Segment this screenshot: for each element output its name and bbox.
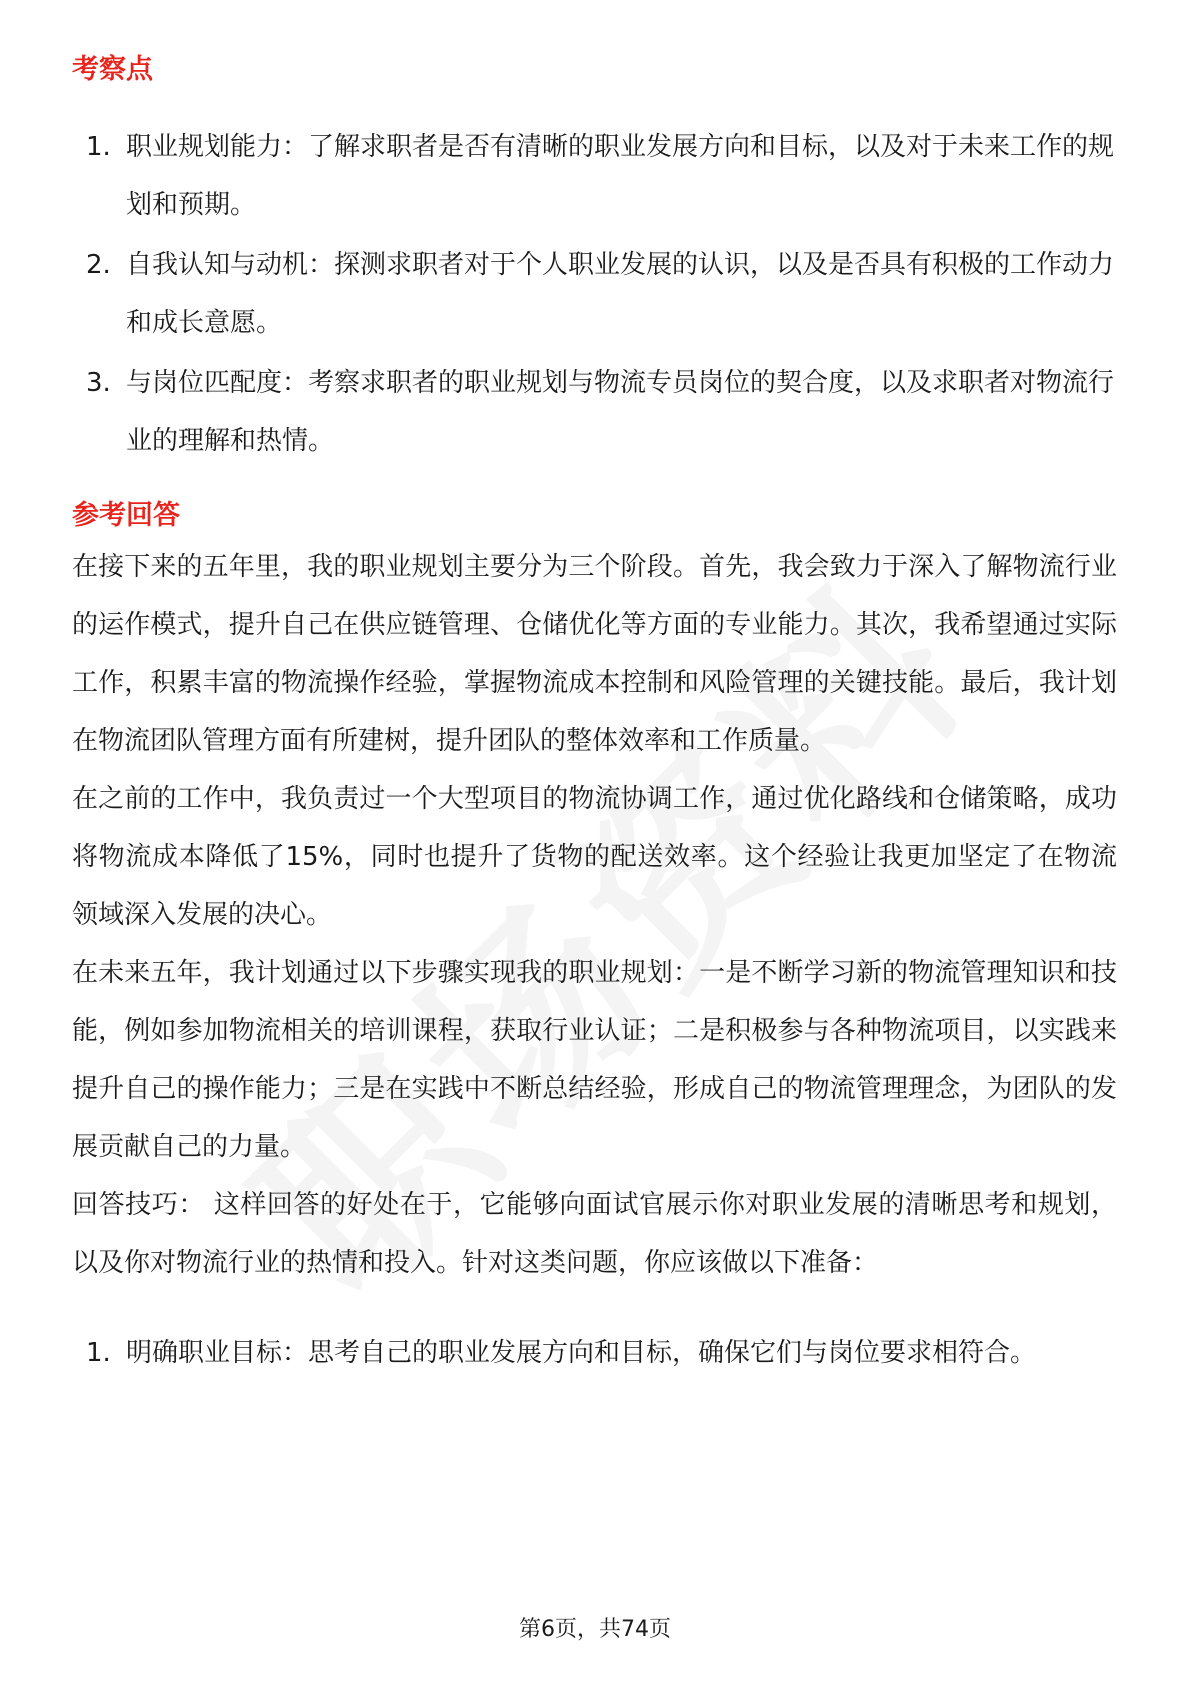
list-item-number: 1. xyxy=(86,1338,111,1368)
section-title-key-points: 考察点 xyxy=(72,54,153,85)
list-item xyxy=(72,1324,1122,1382)
list-item-text: 与岗位匹配度：考察求职者的职业规划与物流专员岗位的契合度，以及求职者对物流行业的理解和热情。 xyxy=(126,368,1115,456)
section-title-reference-answer: 参考回答 xyxy=(72,500,180,531)
document-page xyxy=(72,48,1122,1382)
answer-tips-paragraph: 回答技巧： 这样回答的好处在于，它能够向面试官展示你对职业发展的清晰思考和规划，以及你对物流行业的热情和投入。针对这类问题，你应该做以下准备： xyxy=(72,1190,1117,1278)
list-item-number: 2. xyxy=(86,250,111,280)
page-number-footer: 第6页，共74页 xyxy=(519,1617,671,1642)
list-item-text: 自我认知与动机：探测求职者对于个人职业发展的认识，以及是否具有积极的工作动力和成长意愿。 xyxy=(126,250,1115,338)
list-item-text: 职业规划能力：了解求职者是否有清晰的职业发展方向和目标，以及对于未来工作的规划和预期。 xyxy=(126,132,1115,220)
key-points-list xyxy=(72,118,1122,470)
answer-paragraph-3: 在未来五年，我计划通过以下步骤实现我的职业规划：一是不断学习新的物流管理知识和技能，例如参加物流相关的培训课程，获取行业认证；二是积极参与各种物流项目，以实践来提升自己的操作能力；三是在实践中不断总结经验，形成自己的物流管理理念，为团队的发展贡献自己的力量。 xyxy=(72,958,1117,1162)
answer-paragraph-2: 在之前的工作中，我负责过一个大型项目的物流协调工作，通过优化路线和仓储策略，成功将物流成本降低了15%，同时也提升了货物的配送效率。这个经验让我更加坚定了在物流领域深入发展的决心。 xyxy=(72,784,1117,930)
list-item-number: 1. xyxy=(86,132,111,162)
tips-list xyxy=(72,1324,1122,1382)
list-item-number: 3. xyxy=(86,368,111,398)
list-item xyxy=(72,354,1122,470)
list-item xyxy=(72,118,1122,234)
list-item-text: 明确职业目标：思考自己的职业发展方向和目标，确保它们与岗位要求相符合。 xyxy=(126,1338,1037,1368)
answer-paragraph-1: 在接下来的五年里，我的职业规划主要分为三个阶段。首先，我会致力于深入了解物流行业的运作模式，提升自己在供应链管理、仓储优化等方面的专业能力。其次，我希望通过实际工作，积累丰富的物流操作经验，掌握物流成本控制和风险管理的关键技能。最后，我计划在物流团队管理方面有所建树，提升团队的整体效率和工作质量。 xyxy=(72,552,1117,756)
list-item xyxy=(72,236,1122,352)
